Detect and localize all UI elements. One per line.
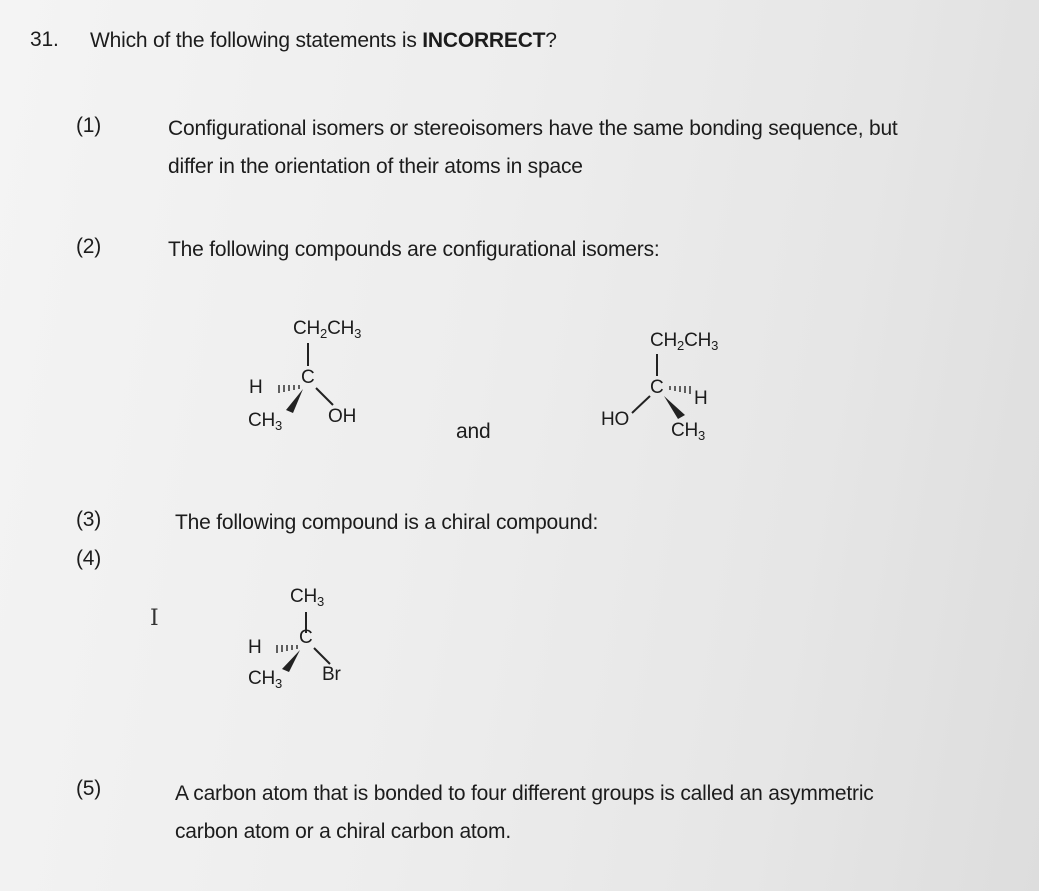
mol1-bottom-left-group: $CH_3$ <box>248 410 283 433</box>
text-cursor-icon: I <box>150 606 159 631</box>
question-number: 31. <box>30 28 59 51</box>
option-5-label: (5) <box>76 777 102 800</box>
mol1-left-group: H <box>249 377 263 398</box>
prompt-suffix: ? <box>545 29 557 52</box>
option-2-label: (2) <box>76 235 102 258</box>
option-5-line-1: A carbon atom that is bonded to four different groups is called an asymmetric <box>175 782 874 805</box>
option-5-line-2: carbon atom or a chiral carbon atom. <box>175 820 511 843</box>
mol2-center-carbon: C <box>650 377 664 398</box>
mol3-wedge-bond <box>282 650 300 672</box>
mol1-top-group: $CH_2CH_3$ <box>293 318 362 341</box>
option-3-line-1: The following compound is a chiral compound: <box>175 511 599 534</box>
connector-and: and <box>456 420 491 443</box>
mol3-center-carbon: C <box>299 627 313 648</box>
option-1-label: (1) <box>76 114 102 137</box>
mol1-center-carbon: C <box>301 367 315 388</box>
mol3-hash-bond <box>277 645 297 653</box>
mol3-left-group: H <box>248 637 262 658</box>
option-3-label: (3) <box>76 508 102 531</box>
option-1-line-1: Configurational isomers or stereoisomers have the same bonding sequence, but <box>168 117 898 140</box>
option-4-label: (4) <box>76 547 102 570</box>
prompt-emphasis: INCORRECT <box>422 29 546 52</box>
mol2-bottom-right-group: $CH_3$ <box>671 420 706 443</box>
mol3-bond-right <box>314 648 330 664</box>
mol1-right-group: OH <box>328 406 357 427</box>
mol2-right-group: H <box>694 388 708 409</box>
prompt-prefix: Which of the following statements is <box>90 29 423 52</box>
mol3-top-group: $CH_3$ <box>290 586 325 609</box>
mol2-left-group: HO <box>601 409 630 430</box>
mol2-top-group: $CH_2CH_3$ <box>650 330 719 353</box>
option-1-line-2: differ in the orientation of their atoms in space <box>168 155 583 178</box>
mol3-bottom-left-group: $CH_3$ <box>248 668 283 691</box>
mol3-right-group: Br <box>322 664 341 685</box>
option-2-line-1: The following compounds are configurational isomers: <box>168 238 660 261</box>
